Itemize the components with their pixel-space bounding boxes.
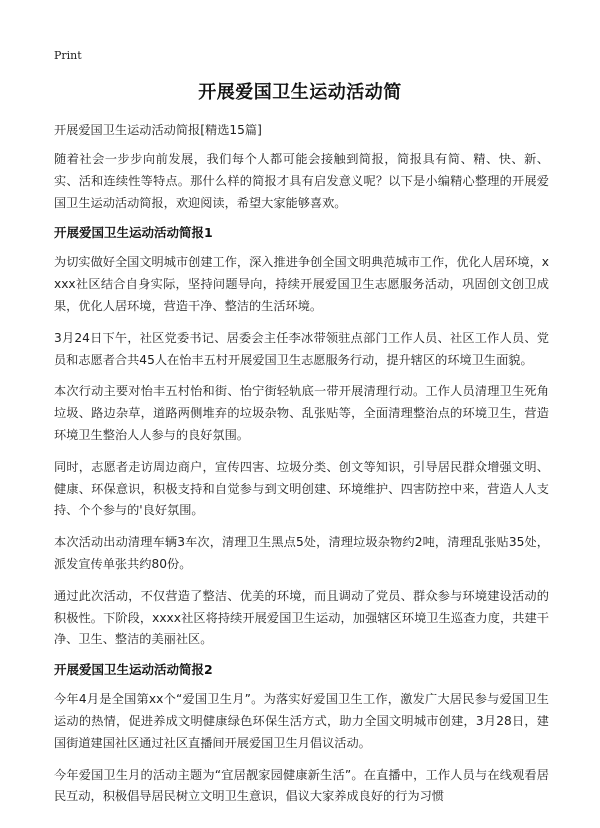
print-link[interactable]: Print — [54, 49, 82, 62]
section-heading: 开展爱国卫生运动活动简报1 — [54, 225, 213, 241]
paragraph: 今年4月是全国第xx个“爱国卫生月”。为落实好爱国卫生工作，激发广大居民参与爱国卫生运动的热情，促进养成文明健康绿色环保生活方式，助力全国文明城市创建，3月28日，建国街道建国社区通过社区直播间开展爱国卫生月倡议活动。 — [54, 692, 549, 750]
page-title: 开展爱国卫生运动活动简 — [198, 82, 402, 103]
paragraph: 今年爱国卫生月的活动主题为“宜居靓家园健康新生活”。在直播中，工作人员与在线观看居民互动，积极倡导居民树立文明卫生意识，倡议大家养成良好的行为习惯 — [54, 767, 549, 804]
document-body — [54, 121, 549, 818]
paragraph: 本次行动主要对怡丰五村怡和街、怡宁街轻轨底一带开展清理行动。工作人员清理卫生死角垃圾、路边杂草，道路两侧堆弃的垃圾杂物、乱张贴等，全面清理整治点的环境卫生，营造环境卫生整治人人参与的良好氛围。 — [54, 384, 549, 442]
intro-paragraph: 随着社会一步步向前发展，我们每个人都可能会接触到简报，简报具有简、精、快、新、实、活和连续性等特点。那什么样的简报才具有启发意义呢？以下是小编精心整理的开展爱国卫生运动活动简报，欢迎阅读，希望大家能够喜欢。 — [54, 152, 549, 210]
section-heading: 开展爱国卫生运动活动简报2 — [54, 662, 213, 678]
document-subtitle: 开展爱国卫生运动活动简报[精选15篇] — [54, 123, 262, 137]
paragraph: 为切实做好全国文明城市创建工作，深入推进争创全国文明典范城市工作，优化人居环境，xxxx社区结合自身实际，坚持问题导向，持续开展爱国卫生志愿服务活动，巩固创文创卫成果，优化人居环境，营造干净、整洁的生活环境。 — [54, 255, 549, 313]
paragraph: 同时，志愿者走访周边商户，宣传四害、垃圾分类、创文等知识，引导居民群众增强文明、健康、环保意识，积极支持和自觉参与到文明创建、环境维护、四害防控中来，营造人人支持、个个参与的'良好氛围。 — [54, 459, 549, 518]
paragraph: 3月24日下午，社区党委书记、居委会主任李冰带领驻点部门工作人员、社区工作人员、党员和志愿者合共45人在怡丰五村开展爱国卫生志愿服务行动，提升辖区的环境卫生面貌。 — [54, 330, 549, 367]
paragraph: 通过此次活动，不仅营造了整洁、优美的环境，而且调动了党员、群众参与环境建设活动的积极性。下阶段，xxxx社区将持续开展爱国卫生运动，加强辖区环境卫生巡查力度，共建干净、卫生、整洁的美丽社区。 — [54, 588, 549, 647]
paragraph: 本次活动出动清理车辆3车次，清理卫生黑点5处，清理垃圾杂物约2吨，清理乱张贴35处，派发宣传单张共约80份。 — [54, 535, 549, 571]
